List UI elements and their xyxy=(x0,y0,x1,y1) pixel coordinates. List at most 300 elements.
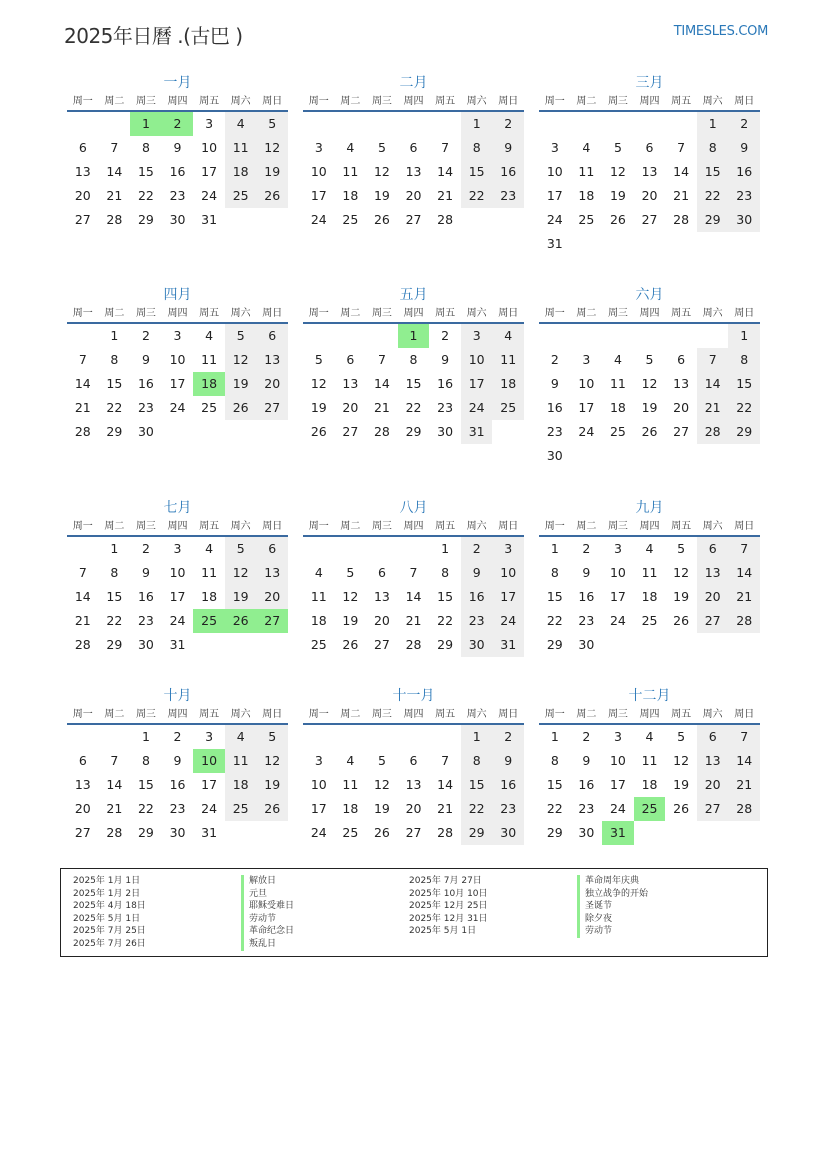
day-cell: 21 xyxy=(728,773,760,797)
month-block xyxy=(303,497,524,657)
week-row xyxy=(303,184,524,208)
day-cell: 22 xyxy=(461,797,493,821)
day-cell: 31 xyxy=(201,825,218,840)
day-cell: 7 xyxy=(78,352,87,367)
day-cell: 3 xyxy=(582,352,591,367)
holiday-name: 圣诞节 xyxy=(577,900,648,913)
day-cell: 15 xyxy=(461,773,493,797)
day-cell: 26 xyxy=(373,212,390,227)
empty-cell xyxy=(571,444,603,468)
day-cell: 10 xyxy=(546,164,563,179)
day-cell: 21 xyxy=(405,613,422,628)
week-row xyxy=(539,537,760,561)
weekday-label: 周六 xyxy=(230,96,251,107)
day-cell: 9 xyxy=(141,352,150,367)
day-cell: 13 xyxy=(74,777,91,792)
week-row xyxy=(303,561,524,585)
week-row xyxy=(303,160,524,184)
day-cell: 2 xyxy=(162,112,194,136)
month-block xyxy=(539,497,760,657)
month-title: 三月 xyxy=(635,75,664,91)
empty-cell xyxy=(225,633,257,657)
week-row xyxy=(303,208,524,232)
empty-cell xyxy=(571,232,603,256)
holiday-date: 2025年 1月 2日 xyxy=(73,888,141,899)
day-cell: 11 xyxy=(201,565,218,580)
day-cell: 10 xyxy=(609,565,626,580)
day-cell: 27 xyxy=(673,424,690,439)
day-cell: 16 xyxy=(169,164,186,179)
day-cell: 2 xyxy=(141,541,150,556)
day-cell: 3 xyxy=(613,541,622,556)
day-cell: 14 xyxy=(437,164,454,179)
day-cell: 26 xyxy=(225,609,257,633)
day-cell: 27 xyxy=(405,212,422,227)
holiday-date: 2025年 7月 26日 xyxy=(73,938,146,949)
day-cell: 23 xyxy=(461,609,493,633)
empty-cell xyxy=(335,324,367,348)
day-cell: 7 xyxy=(78,565,87,580)
day-cell: 14 xyxy=(437,777,454,792)
week-row xyxy=(67,184,288,208)
empty-cell xyxy=(492,208,524,232)
day-cell: 12 xyxy=(641,376,658,391)
empty-cell xyxy=(697,821,729,845)
day-cell: 7 xyxy=(441,753,450,768)
day-cell: 19 xyxy=(256,773,288,797)
day-cell: 23 xyxy=(169,801,186,816)
holiday-name: 除夕夜 xyxy=(577,913,648,926)
holiday-date: 2025年 10月 10日 xyxy=(409,888,488,899)
weekday-label: 周三 xyxy=(371,521,392,532)
day-cell: 27 xyxy=(697,797,729,821)
day-cell: 2 xyxy=(461,537,493,561)
day-cell: 19 xyxy=(673,777,690,792)
month-title: 十月 xyxy=(163,688,192,704)
day-cell: 2 xyxy=(582,729,591,744)
day-cell: 21 xyxy=(106,188,123,203)
empty-cell xyxy=(665,821,697,845)
weekday-header xyxy=(67,519,288,537)
day-cell: 16 xyxy=(578,589,595,604)
day-cell: 7 xyxy=(677,140,686,155)
weekday-label: 周日 xyxy=(498,96,519,107)
holiday-name: 独立战争的开始 xyxy=(577,888,648,901)
month-title: 七月 xyxy=(163,500,192,516)
day-cell: 22 xyxy=(106,400,123,415)
day-cell: 31 xyxy=(169,637,186,652)
day-cell: 16 xyxy=(728,160,760,184)
week-row xyxy=(67,725,288,749)
weekday-label: 周日 xyxy=(734,521,755,532)
day-cell: 18 xyxy=(578,188,595,203)
day-cell: 6 xyxy=(346,352,355,367)
day-cell: 18 xyxy=(609,400,626,415)
day-cell: 19 xyxy=(373,188,390,203)
day-cell: 20 xyxy=(405,801,422,816)
holiday-name: 叛乱日 xyxy=(241,938,294,951)
day-cell: 10 xyxy=(193,749,225,773)
week-row xyxy=(539,609,760,633)
empty-cell xyxy=(634,232,666,256)
day-cell: 18 xyxy=(310,613,327,628)
week-row xyxy=(303,396,524,420)
week-row xyxy=(67,208,288,232)
day-cell: 11 xyxy=(342,777,359,792)
day-cell: 3 xyxy=(461,324,493,348)
day-cell: 11 xyxy=(609,376,626,391)
week-row xyxy=(67,537,288,561)
day-cell: 14 xyxy=(106,777,123,792)
week-row xyxy=(539,797,760,821)
day-cell: 22 xyxy=(405,400,422,415)
week-row xyxy=(67,396,288,420)
day-cell: 3 xyxy=(550,140,559,155)
day-cell: 3 xyxy=(613,729,622,744)
day-cell: 15 xyxy=(106,589,123,604)
weekday-label: 周一 xyxy=(308,521,329,532)
month-block xyxy=(67,284,288,444)
day-cell: 6 xyxy=(697,537,729,561)
day-cell: 14 xyxy=(405,589,422,604)
weekday-label: 周五 xyxy=(671,709,692,720)
holiday-names-right xyxy=(577,875,648,938)
day-cell: 10 xyxy=(310,164,327,179)
day-cell: 25 xyxy=(342,212,359,227)
weekday-label: 周一 xyxy=(308,308,329,319)
week-row xyxy=(539,773,760,797)
holiday-date: 2025年 1月 1日 xyxy=(73,876,141,886)
empty-cell xyxy=(571,324,603,348)
day-cell: 16 xyxy=(137,589,154,604)
weekday-label: 周三 xyxy=(135,521,156,532)
empty-cell xyxy=(256,633,288,657)
day-cell: 11 xyxy=(641,753,658,768)
day-cell: 30 xyxy=(546,448,563,463)
day-cell: 9 xyxy=(441,352,450,367)
month-block xyxy=(67,497,288,657)
week-row xyxy=(539,160,760,184)
empty-cell xyxy=(398,537,430,561)
day-cell: 16 xyxy=(137,376,154,391)
day-cell: 23 xyxy=(492,797,524,821)
day-cell: 31 xyxy=(461,420,493,444)
empty-cell xyxy=(335,537,367,561)
day-cell: 17 xyxy=(461,372,493,396)
weekday-label: 周四 xyxy=(639,521,660,532)
day-cell: 24 xyxy=(201,801,218,816)
empty-cell xyxy=(162,420,194,444)
week-row xyxy=(539,585,760,609)
day-cell: 25 xyxy=(342,825,359,840)
day-cell: 20 xyxy=(697,773,729,797)
week-row xyxy=(67,112,288,136)
day-cell: 9 xyxy=(550,376,559,391)
day-cell: 5 xyxy=(677,729,686,744)
day-cell: 17 xyxy=(201,777,218,792)
empty-cell xyxy=(303,537,335,561)
weekday-label: 周四 xyxy=(167,308,188,319)
week-row xyxy=(303,348,524,372)
weekday-label: 周六 xyxy=(230,308,251,319)
day-cell: 6 xyxy=(677,352,686,367)
empty-cell xyxy=(366,537,398,561)
empty-cell xyxy=(303,324,335,348)
empty-cell xyxy=(67,112,99,136)
day-cell: 6 xyxy=(78,140,87,155)
week-row xyxy=(539,420,760,444)
day-cell: 21 xyxy=(106,801,123,816)
day-cell: 25 xyxy=(578,212,595,227)
day-cell: 8 xyxy=(461,749,493,773)
day-cell: 15 xyxy=(405,376,422,391)
week-row xyxy=(539,348,760,372)
day-cell: 30 xyxy=(169,825,186,840)
empty-cell xyxy=(256,420,288,444)
day-cell: 9 xyxy=(141,565,150,580)
empty-cell xyxy=(366,112,398,136)
weekday-label: 周一 xyxy=(544,709,565,720)
weekday-label: 周三 xyxy=(371,308,392,319)
day-cell: 21 xyxy=(673,188,690,203)
day-cell: 25 xyxy=(225,797,257,821)
empty-cell xyxy=(67,324,99,348)
day-cell: 27 xyxy=(697,609,729,633)
day-cell: 20 xyxy=(405,188,422,203)
day-cell: 20 xyxy=(256,585,288,609)
empty-cell xyxy=(366,725,398,749)
day-cell: 10 xyxy=(169,352,186,367)
empty-cell xyxy=(602,444,634,468)
day-cell: 26 xyxy=(342,637,359,652)
weekday-label: 周四 xyxy=(403,96,424,107)
day-cell: 1 xyxy=(550,729,559,744)
day-cell: 3 xyxy=(173,328,182,343)
day-cell: 29 xyxy=(405,424,422,439)
day-cell: 8 xyxy=(550,753,559,768)
day-cell: 30 xyxy=(137,424,154,439)
day-cell: 9 xyxy=(492,749,524,773)
holiday-list xyxy=(60,868,768,957)
day-cell: 30 xyxy=(578,825,595,840)
weekday-label: 周一 xyxy=(308,96,329,107)
day-cell: 7 xyxy=(441,140,450,155)
empty-cell xyxy=(461,208,493,232)
day-cell: 29 xyxy=(697,208,729,232)
weekday-label: 周二 xyxy=(104,96,125,107)
day-cell: 8 xyxy=(110,565,119,580)
empty-cell xyxy=(728,232,760,256)
weekday-label: 周五 xyxy=(671,308,692,319)
day-cell: 17 xyxy=(310,801,327,816)
month-block xyxy=(303,685,524,845)
day-cell: 27 xyxy=(256,609,288,633)
day-cell: 16 xyxy=(546,400,563,415)
weekday-label: 周六 xyxy=(466,308,487,319)
weekday-label: 周六 xyxy=(702,521,723,532)
day-cell: 6 xyxy=(697,725,729,749)
day-cell: 10 xyxy=(492,561,524,585)
day-cell: 4 xyxy=(582,140,591,155)
day-cell: 30 xyxy=(169,212,186,227)
day-cell: 29 xyxy=(137,212,154,227)
day-cell: 27 xyxy=(74,825,91,840)
empty-cell xyxy=(665,633,697,657)
holiday-dates-left xyxy=(73,875,146,951)
day-cell: 29 xyxy=(106,424,123,439)
day-cell: 22 xyxy=(137,801,154,816)
day-cell: 15 xyxy=(137,164,154,179)
day-cell: 8 xyxy=(441,565,450,580)
day-cell: 24 xyxy=(201,188,218,203)
week-row xyxy=(67,348,288,372)
week-row xyxy=(303,797,524,821)
day-cell: 11 xyxy=(225,136,257,160)
day-cell: 20 xyxy=(342,400,359,415)
day-cell: 23 xyxy=(169,188,186,203)
week-row xyxy=(539,232,760,256)
day-cell: 25 xyxy=(641,613,658,628)
day-cell: 12 xyxy=(673,753,690,768)
weekday-label: 周日 xyxy=(498,521,519,532)
weekday-label: 周三 xyxy=(607,96,628,107)
day-cell: 15 xyxy=(697,160,729,184)
day-cell: 5 xyxy=(377,140,386,155)
empty-cell xyxy=(602,633,634,657)
day-cell: 4 xyxy=(492,324,524,348)
weekday-header xyxy=(67,306,288,324)
holiday-name: 耶稣受难日 xyxy=(241,900,294,913)
empty-cell xyxy=(225,821,257,845)
day-cell: 28 xyxy=(373,424,390,439)
empty-cell xyxy=(665,324,697,348)
day-cell: 14 xyxy=(373,376,390,391)
day-cell: 7 xyxy=(697,348,729,372)
day-cell: 26 xyxy=(609,212,626,227)
day-cell: 22 xyxy=(697,184,729,208)
weekday-label: 周四 xyxy=(403,308,424,319)
day-cell: 4 xyxy=(205,328,214,343)
day-cell: 22 xyxy=(728,396,760,420)
day-cell: 4 xyxy=(205,541,214,556)
day-cell: 7 xyxy=(409,565,418,580)
week-row xyxy=(67,324,288,348)
month-block xyxy=(539,284,760,468)
month-title: 八月 xyxy=(399,500,428,516)
holiday-date: 2025年 12月 25日 xyxy=(409,901,488,912)
day-cell: 17 xyxy=(201,164,218,179)
day-cell: 4 xyxy=(314,565,323,580)
day-cell: 21 xyxy=(373,400,390,415)
week-row xyxy=(303,749,524,773)
week-row xyxy=(539,324,760,348)
weekday-label: 周四 xyxy=(167,521,188,532)
day-cell: 13 xyxy=(405,777,422,792)
empty-cell xyxy=(634,324,666,348)
day-cell: 3 xyxy=(205,116,214,131)
day-cell: 6 xyxy=(256,324,288,348)
weekday-label: 周五 xyxy=(199,308,220,319)
weekday-header xyxy=(67,707,288,725)
day-cell: 11 xyxy=(201,352,218,367)
day-cell: 15 xyxy=(546,777,563,792)
empty-cell xyxy=(335,725,367,749)
empty-cell xyxy=(99,725,131,749)
day-cell: 27 xyxy=(74,212,91,227)
day-cell: 17 xyxy=(546,188,563,203)
weekday-label: 周一 xyxy=(72,521,93,532)
day-cell: 25 xyxy=(492,396,524,420)
day-cell: 8 xyxy=(141,140,150,155)
weekday-label: 周四 xyxy=(167,709,188,720)
day-cell: 31 xyxy=(546,236,563,251)
month-title: 一月 xyxy=(163,75,192,91)
day-cell: 22 xyxy=(546,613,563,628)
day-cell: 23 xyxy=(578,801,595,816)
empty-cell xyxy=(634,444,666,468)
day-cell: 24 xyxy=(169,400,186,415)
day-cell: 1 xyxy=(110,328,119,343)
day-cell: 24 xyxy=(492,609,524,633)
day-cell: 29 xyxy=(461,821,493,845)
month-block xyxy=(303,72,524,232)
weekday-header xyxy=(539,94,760,112)
day-cell: 18 xyxy=(492,372,524,396)
week-row xyxy=(67,821,288,845)
weekday-label: 周二 xyxy=(576,709,597,720)
week-row xyxy=(303,585,524,609)
weekday-label: 周日 xyxy=(262,709,283,720)
week-row xyxy=(539,112,760,136)
day-cell: 26 xyxy=(256,184,288,208)
day-cell: 27 xyxy=(641,212,658,227)
day-cell: 30 xyxy=(461,633,493,657)
weekday-label: 周五 xyxy=(671,521,692,532)
day-cell: 7 xyxy=(110,140,119,155)
weekday-label: 周日 xyxy=(734,96,755,107)
day-cell: 29 xyxy=(546,637,563,652)
empty-cell xyxy=(634,821,666,845)
weekday-label: 周三 xyxy=(135,96,156,107)
day-cell: 17 xyxy=(578,400,595,415)
empty-cell xyxy=(602,112,634,136)
day-cell: 20 xyxy=(74,188,91,203)
day-cell: 28 xyxy=(106,825,123,840)
empty-cell xyxy=(665,112,697,136)
month-title: 十二月 xyxy=(628,688,671,704)
weekday-label: 周五 xyxy=(199,96,220,107)
day-cell: 23 xyxy=(546,424,563,439)
week-row xyxy=(303,725,524,749)
holiday-name: 革命纪念日 xyxy=(241,925,294,938)
day-cell: 19 xyxy=(225,585,257,609)
empty-cell xyxy=(303,112,335,136)
day-cell: 12 xyxy=(342,589,359,604)
day-cell: 20 xyxy=(641,188,658,203)
week-row xyxy=(303,609,524,633)
site-link[interactable]: TIMESLES.COM xyxy=(673,24,768,39)
day-cell: 25 xyxy=(310,637,327,652)
empty-cell xyxy=(571,112,603,136)
day-cell: 14 xyxy=(74,589,91,604)
day-cell: 1 xyxy=(461,112,493,136)
day-cell: 26 xyxy=(256,797,288,821)
day-cell: 2 xyxy=(492,725,524,749)
day-cell: 19 xyxy=(256,160,288,184)
weekday-label: 周六 xyxy=(702,709,723,720)
day-cell: 1 xyxy=(141,729,150,744)
day-cell: 7 xyxy=(377,352,386,367)
